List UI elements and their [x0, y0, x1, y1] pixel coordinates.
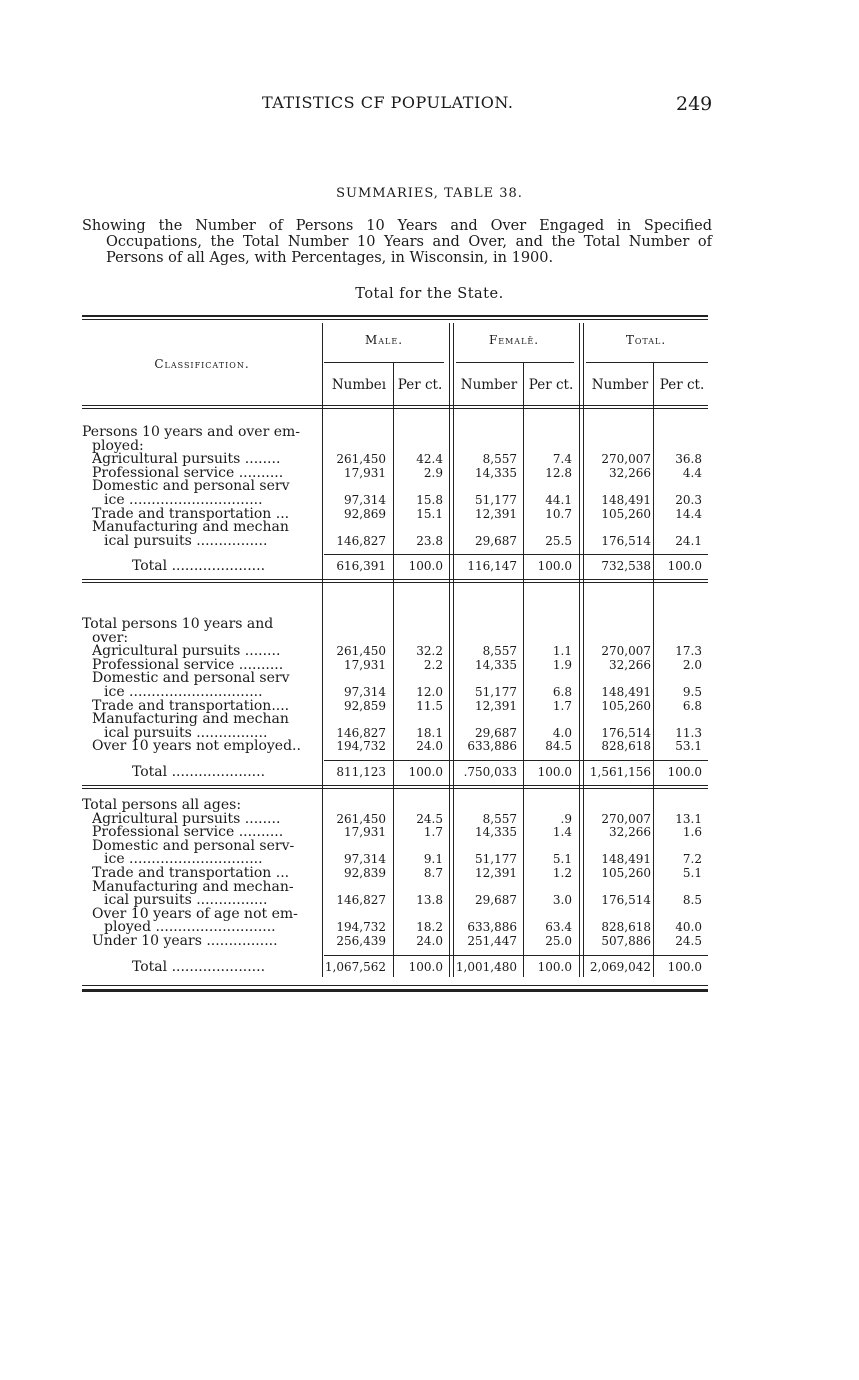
- total-value: 1,561,156: [589, 765, 651, 779]
- row-value: 8,557: [482, 811, 517, 826]
- row-label: ical pursuits ................: [104, 725, 268, 741]
- row-value: 11.3: [675, 725, 702, 740]
- row-label: Professional service ..........: [92, 465, 284, 481]
- row-value: 176,514: [601, 725, 651, 740]
- row-value: 15.8: [416, 493, 443, 507]
- row-value: 13.8: [416, 893, 443, 908]
- total-value: 811,123: [336, 765, 386, 779]
- row-value: 51,177: [475, 493, 517, 507]
- total-value: 100.0: [537, 765, 572, 779]
- total-label: Total .....................: [132, 559, 266, 575]
- row-value: 146,827: [336, 893, 386, 908]
- row-label: Agricultural pursuits ........: [92, 811, 281, 827]
- row-value: 148,491: [601, 685, 651, 699]
- row-value: 4.0: [552, 725, 572, 740]
- row-value: 14.4: [675, 506, 702, 521]
- row-value: 270,007: [601, 644, 651, 659]
- row-label: ice ..............................: [104, 852, 263, 868]
- row-value: 633,886: [467, 920, 517, 935]
- row-value: 7.4: [552, 452, 572, 467]
- row-label: Trade and transportation ...: [92, 866, 290, 881]
- total-value: .750,033: [463, 765, 517, 779]
- row-value: 24.0: [416, 934, 443, 948]
- row-value: 3.0: [552, 893, 572, 908]
- row-label: Manufacturing and mechan: [92, 520, 289, 536]
- total-value: 616,391: [336, 559, 386, 574]
- row-label: Total persons 10 years and: [82, 617, 274, 632]
- row-value: 97,314: [344, 493, 386, 507]
- row-value: 25.0: [545, 934, 572, 948]
- female-group-rule: [456, 362, 574, 363]
- row-value: 9.1: [423, 852, 443, 867]
- row-value: 7.2: [682, 852, 702, 867]
- row-value: 18.1: [416, 725, 443, 740]
- row-value: 270,007: [601, 811, 651, 826]
- row-value: 148,491: [601, 493, 651, 507]
- total-number-header: Number: [591, 377, 649, 393]
- row-value: 14,335: [475, 825, 517, 840]
- row-value: 42.4: [416, 452, 443, 467]
- row-value: 12.8: [545, 465, 572, 480]
- row-value: 51,177: [475, 852, 517, 867]
- total-value: 100.0: [667, 765, 702, 779]
- total-value: 732,538: [601, 559, 651, 574]
- row-label: Persons 10 years and over em-: [82, 425, 300, 440]
- row-value: .9: [560, 811, 572, 826]
- total-value: 100.0: [537, 559, 572, 574]
- row-value: 507,886: [601, 934, 651, 948]
- row-value: 194,732: [336, 739, 386, 754]
- row-label: Trade and transportation....: [92, 698, 290, 714]
- row-label: ployed ...........................: [104, 920, 276, 936]
- row-value: 97,314: [344, 852, 386, 867]
- page-number: 249: [676, 93, 713, 115]
- row-value: 17.3: [675, 644, 702, 659]
- subtotal-rule: [324, 554, 708, 555]
- row-value: 146,827: [336, 725, 386, 740]
- section-rule: [82, 579, 708, 580]
- total-label: Total .....................: [132, 959, 266, 975]
- row-value: 13.1: [675, 811, 702, 826]
- row-value: 24.5: [675, 934, 702, 948]
- row-value: 261,450: [336, 452, 386, 467]
- total-row: [82, 559, 708, 574]
- row-value: 12,391: [475, 506, 517, 521]
- row-value: 261,450: [336, 644, 386, 659]
- row-label: Total persons all ages:: [82, 798, 242, 813]
- row-value: 11.5: [416, 698, 443, 713]
- section-rule: [82, 785, 708, 786]
- row-label: Over 10 years of age not em-: [92, 906, 298, 922]
- table-caption: Showing the Number of Persons 10 Years and Over Engaged in Specified Occupations, the Total Number 10 Years and Over, and the Total Number of Persons of all Ages, with Percentages, in Wisconsin, in 1900.: [82, 218, 712, 266]
- row-label: Domestic and personal serv: [92, 671, 290, 687]
- row-value: 5.1: [552, 852, 572, 867]
- table-row: [82, 534, 708, 549]
- row-value: 633,886: [467, 739, 517, 754]
- row-value: 92,869: [344, 506, 386, 521]
- row-value: 29,687: [475, 533, 517, 548]
- total-value: 1,067,562: [324, 959, 386, 974]
- row-value: 2.9: [423, 465, 443, 480]
- total-percent-header: Per ct.: [659, 377, 705, 393]
- female-number-header: Number: [460, 377, 518, 393]
- row-value: 1.4: [552, 825, 572, 840]
- row-value: 270,007: [601, 452, 651, 467]
- total-value: 116,147: [467, 559, 517, 574]
- row-value: 14,335: [475, 465, 517, 480]
- table-bottom-rule: [82, 989, 708, 992]
- total-value: 100.0: [537, 959, 572, 974]
- row-value: 97,314: [344, 685, 386, 699]
- row-label: ical pursuits ................: [104, 533, 268, 549]
- subtotal-rule: [324, 760, 708, 761]
- row-value: 1.1: [552, 644, 572, 659]
- table-title: SUMMARIES, TABLE 38.: [336, 186, 523, 201]
- row-value: 53.1: [675, 739, 702, 754]
- total-value: 2,069,042: [589, 959, 651, 974]
- total-group-rule: [586, 362, 708, 363]
- row-label: Domestic and personal serv: [92, 479, 290, 495]
- female-percent-header: Per ct.: [528, 377, 574, 393]
- row-value: 1.7: [423, 825, 443, 840]
- row-value: 1.9: [552, 657, 572, 672]
- row-label: ical pursuits ................: [104, 893, 268, 909]
- row-value: 105,260: [601, 866, 651, 880]
- header-bottom-rule: [82, 405, 708, 406]
- row-value: 63.4: [545, 920, 572, 935]
- table-top-rule-thin: [82, 319, 708, 320]
- row-value: 6.8: [552, 685, 572, 699]
- row-value: 1.6: [682, 825, 702, 840]
- row-label: Agricultural pursuits ........: [92, 452, 281, 468]
- row-value: 1.7: [552, 698, 572, 713]
- total-group-header: Total.: [625, 333, 667, 347]
- row-label: Agricultural pursuits ........: [92, 644, 281, 660]
- subtotal-rule: [324, 955, 708, 956]
- row-value: 10.7: [545, 506, 572, 521]
- row-value: 32,266: [609, 657, 651, 672]
- row-value: 5.1: [682, 866, 702, 880]
- classification-header: Classification.: [154, 357, 250, 371]
- running-title: TATISTICS CF POPULATION.: [262, 93, 514, 112]
- row-value: 176,514: [601, 533, 651, 548]
- row-value: 84.5: [545, 739, 572, 754]
- row-value: 92,859: [344, 698, 386, 713]
- row-label: ployed:: [92, 438, 144, 454]
- row-value: 44.1: [545, 493, 572, 507]
- male-group-header: Male.: [364, 333, 404, 347]
- total-value: 100.0: [667, 559, 702, 574]
- row-value: 6.8: [682, 698, 702, 713]
- total-row: [82, 960, 708, 975]
- row-value: 14,335: [475, 657, 517, 672]
- row-label: Professional service ..........: [92, 825, 284, 841]
- row-value: 251,447: [467, 934, 517, 948]
- row-value: 8,557: [482, 644, 517, 659]
- total-row: [82, 765, 708, 780]
- row-value: 24.5: [416, 811, 443, 826]
- male-number-header: Numbeı: [331, 377, 387, 393]
- row-value: 24.1: [675, 533, 702, 548]
- table-top-rule: [82, 315, 708, 317]
- table-row: [82, 934, 708, 949]
- row-value: 17,931: [344, 657, 386, 672]
- row-label: ice ..............................: [104, 685, 263, 700]
- row-label: Under 10 years ................: [92, 934, 278, 949]
- row-value: 29,687: [475, 725, 517, 740]
- row-label: Domestic and personal serv-: [92, 838, 295, 854]
- row-value: 256,439: [336, 934, 386, 948]
- section-rule: [82, 788, 708, 789]
- row-value: 24.0: [416, 739, 443, 754]
- row-value: 105,260: [601, 698, 651, 713]
- header-bottom-rule-2: [82, 408, 708, 409]
- running-head: [0, 93, 859, 119]
- row-value: 12,391: [475, 866, 517, 880]
- row-value: 2.0: [682, 657, 702, 672]
- row-value: 261,450: [336, 811, 386, 826]
- row-value: 20.3: [675, 493, 702, 507]
- row-value: 8.7: [423, 866, 443, 880]
- row-value: 32,266: [609, 465, 651, 480]
- row-value: 105,260: [601, 506, 651, 521]
- row-value: 1.2: [552, 866, 572, 880]
- row-value: 32.2: [416, 644, 443, 659]
- row-label: Trade and transportation ...: [92, 506, 290, 522]
- row-value: 17,931: [344, 465, 386, 480]
- statistics-table: [82, 315, 708, 995]
- row-value: 176,514: [601, 893, 651, 908]
- row-value: 194,732: [336, 920, 386, 935]
- row-value: 9.5: [682, 685, 702, 699]
- row-value: 32,266: [609, 825, 651, 840]
- female-group-header: Femalē.: [488, 333, 540, 347]
- table-row: [82, 739, 708, 754]
- row-value: 92,839: [344, 866, 386, 880]
- row-label: Over 10 years not employed..: [92, 739, 301, 755]
- row-value: 8.5: [682, 893, 702, 908]
- row-value: 8,557: [482, 452, 517, 467]
- total-value: 100.0: [667, 959, 702, 974]
- total-value: 100.0: [408, 959, 443, 974]
- row-value: 36.8: [675, 452, 702, 467]
- row-value: 12.0: [416, 685, 443, 699]
- row-value: 148,491: [601, 852, 651, 867]
- table-bottom-rule-thin: [82, 985, 708, 986]
- row-value: 828,618: [601, 920, 651, 935]
- row-value: 828,618: [601, 739, 651, 754]
- row-label: Manufacturing and mechan: [92, 712, 289, 728]
- total-label: Total .....................: [132, 765, 266, 780]
- total-value: 1,001,480: [455, 959, 517, 974]
- row-value: 146,827: [336, 533, 386, 548]
- section-rule: [82, 582, 708, 583]
- total-value: 100.0: [408, 765, 443, 779]
- table-subtitle: Total for the State.: [355, 286, 504, 302]
- row-value: 23.8: [416, 533, 443, 548]
- row-value: 2.2: [423, 657, 443, 672]
- row-label: over:: [92, 630, 129, 646]
- row-value: 51,177: [475, 685, 517, 699]
- row-value: 29,687: [475, 893, 517, 908]
- row-value: 25.5: [545, 533, 572, 548]
- row-label: ice ..............................: [104, 493, 263, 508]
- row-label: Manufacturing and mechan-: [92, 879, 294, 895]
- row-value: 12,391: [475, 698, 517, 713]
- row-label: Professional service ..........: [92, 657, 284, 673]
- row-value: 40.0: [675, 920, 702, 935]
- row-value: 18.2: [416, 920, 443, 935]
- row-value: 15.1: [416, 506, 443, 521]
- total-value: 100.0: [408, 559, 443, 574]
- row-value: 17,931: [344, 825, 386, 840]
- male-group-rule: [324, 362, 444, 363]
- row-value: 4.4: [682, 465, 702, 480]
- male-percent-header: Per ct.: [397, 377, 443, 393]
